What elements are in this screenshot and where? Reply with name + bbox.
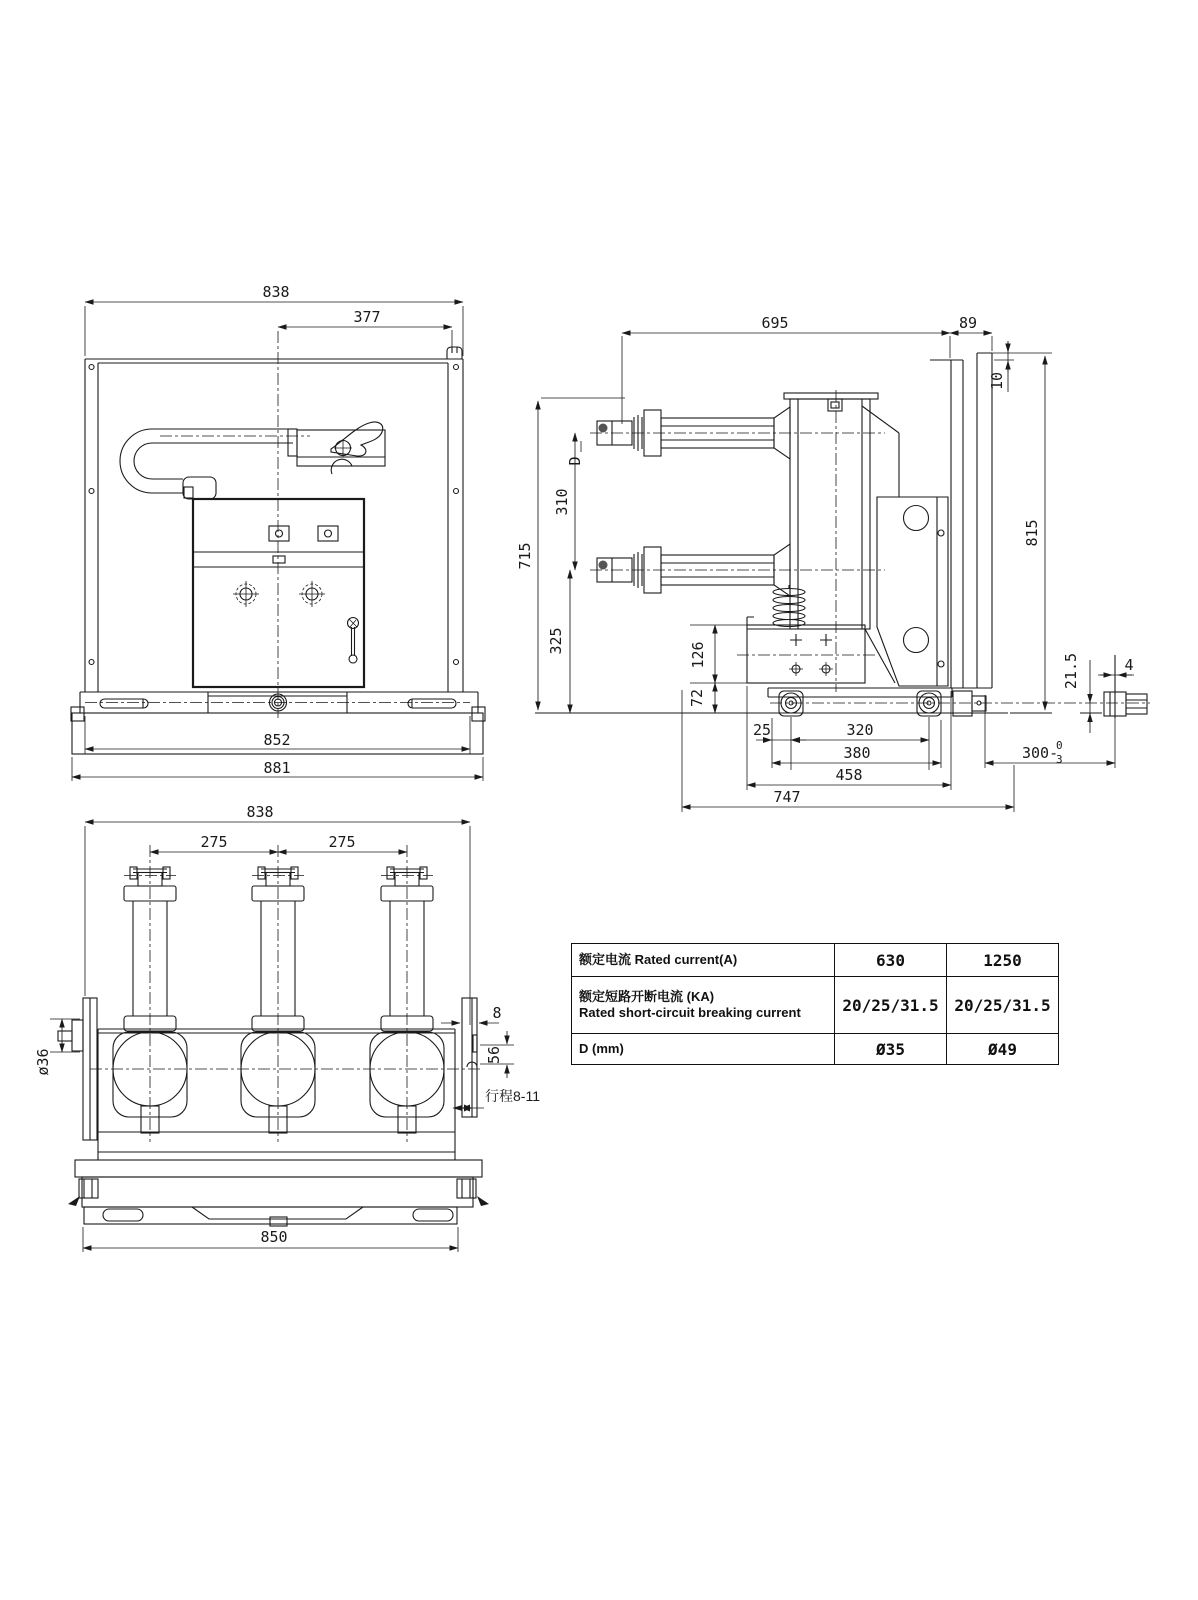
dim-89: 89 (958, 314, 978, 332)
dim-850: 850 (260, 1228, 288, 1246)
dim-8: 8 (492, 1004, 502, 1022)
dim-838-front: 838 (262, 283, 290, 301)
dim-4: 4 (1124, 656, 1134, 674)
dim-300-tol-upper: 0 (1056, 739, 1063, 752)
label-D: D (566, 456, 584, 466)
spec-row3-value-d49: Ø49 (946, 1033, 1058, 1064)
spec-row2-label-en: Rated short-circuit breaking current (579, 1005, 801, 1020)
dim-300-tol-lower: 3 (1056, 753, 1063, 766)
spec-row1-label-text: 额定电流 Rated current(A) (579, 952, 738, 968)
pole-left (113, 845, 187, 1142)
front-view-centerlines (85, 331, 470, 718)
spec-row1-value-1250: 1250 (946, 944, 1058, 976)
dim-715: 715 (516, 542, 534, 570)
dim-275-b: 275 (328, 833, 356, 851)
dim-126: 126 (689, 641, 707, 669)
dim-377: 377 (353, 308, 381, 326)
dim-310: 310 (553, 488, 571, 516)
spec-row2-label-zh: 额定短路开断电流 (KA) (579, 989, 715, 1005)
spec-row3-value-d35: Ø35 (834, 1033, 946, 1064)
side-view (516, 314, 1150, 812)
side-view-dimensions (538, 333, 1134, 812)
pole-center (241, 845, 315, 1142)
spec-row1-label (572, 944, 834, 976)
dim-838-bottom: 838 (246, 803, 274, 821)
side-view-geometry (535, 353, 1147, 718)
dim-325: 325 (547, 627, 565, 655)
dim-21-5: 21.5 (1062, 652, 1080, 690)
dim-747: 747 (773, 788, 801, 806)
spec-table (571, 943, 1059, 1065)
dim-phi36: ø36 (34, 1048, 52, 1076)
dim-25: 25 (752, 721, 772, 739)
dim-10: 10 (988, 371, 1006, 391)
dim-852: 852 (263, 731, 291, 749)
spec-row2-value-1: 20/25/31.5 (834, 976, 946, 1033)
spec-row3-label-text: D (mm) (579, 1041, 624, 1057)
spec-row3-label (572, 1033, 834, 1064)
spec-row2-label (572, 976, 834, 1033)
spec-row2-value-2: 20/25/31.5 (946, 976, 1058, 1033)
dim-695: 695 (761, 314, 789, 332)
dim-320: 320 (846, 721, 874, 739)
dim-815: 815 (1023, 519, 1041, 547)
front-view (71, 283, 485, 781)
dim-458: 458 (835, 766, 863, 784)
dim-881: 881 (263, 759, 291, 777)
dim-72: 72 (688, 688, 706, 708)
spec-row1-value-630: 630 (834, 944, 946, 976)
dim-380: 380 (843, 744, 871, 762)
bottom-view-geometry (58, 845, 489, 1226)
pole-right (370, 845, 444, 1142)
dim-56: 56 (485, 1045, 503, 1065)
label-stroke-8-11: 行程8-11 (485, 1088, 540, 1104)
dim-275-a: 275 (200, 833, 228, 851)
dim-300-base: 300- (1022, 744, 1059, 762)
bottom-view (34, 803, 540, 1252)
